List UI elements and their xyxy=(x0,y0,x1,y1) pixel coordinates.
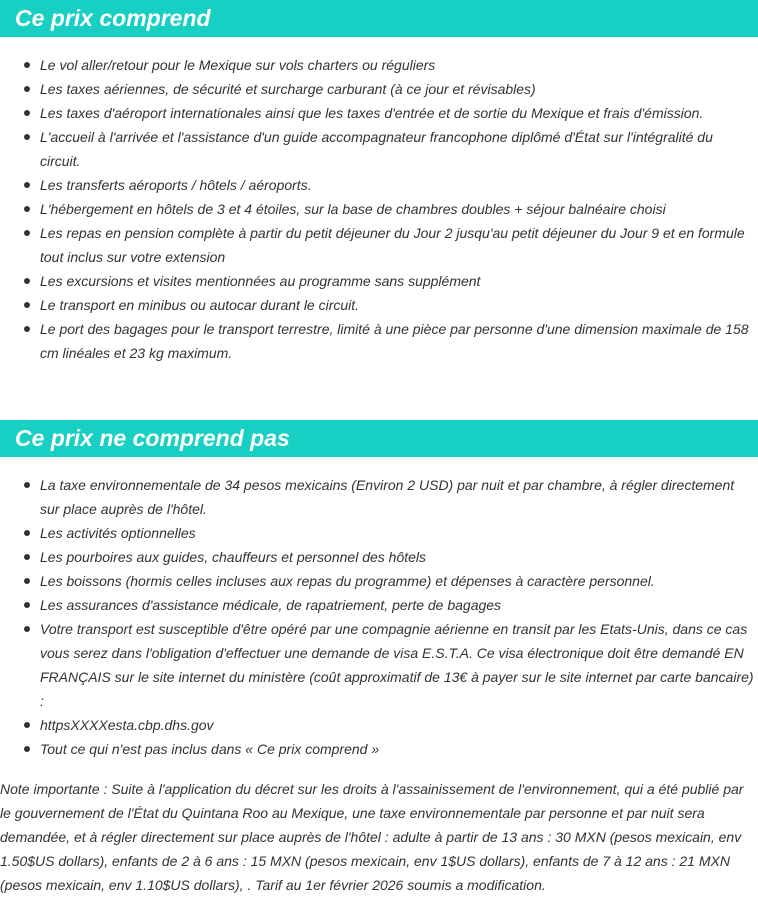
included-section xyxy=(0,0,758,365)
list-item xyxy=(0,125,758,173)
list-item-text: Votre transport est susceptible d'être opéré par une compagnie aérienne en transit par les Etats-Unis, dans ce cas vous serez dans l'obligation d'effectuer une demande de visa E.S.T.A. Ce visa électronique doit être demandé EN FRANÇAIS sur le site internet du ministère (coût approximatif de 13€ à payer sur le site internet par carte bancaire) : xyxy=(40,621,754,709)
bullet-icon xyxy=(24,722,30,728)
list-item xyxy=(0,545,758,569)
bullet-icon xyxy=(24,530,30,536)
list-item xyxy=(0,473,758,521)
bullet-icon xyxy=(24,626,30,632)
excluded-heading: Ce prix ne comprend pas xyxy=(0,420,758,457)
list-item-text: Les excursions et visites mentionnées au programme sans supplément xyxy=(40,273,481,289)
list-item-text: L'hébergement en hôtels de 3 et 4 étoiles, sur la base de chambres doubles + séjour balnéaire choisi xyxy=(40,201,666,217)
bullet-icon xyxy=(24,602,30,608)
list-item xyxy=(0,221,758,269)
bullet-icon xyxy=(24,578,30,584)
list-item xyxy=(0,101,758,125)
list-item-text: Le transport en minibus ou autocar durant le circuit. xyxy=(40,297,360,313)
bullet-icon xyxy=(24,326,30,332)
list-item xyxy=(0,77,758,101)
list-item-text: Les pourboires aux guides, chauffeurs et personnel des hôtels xyxy=(40,549,427,565)
list-item-text: Les taxes d'aéroport internationales ainsi que les taxes d'entrée et de sortie du Mexique et frais d'émission. xyxy=(40,105,704,121)
list-item xyxy=(0,593,758,617)
bullet-icon xyxy=(24,278,30,284)
list-item-text: Les assurances d'assistance médicale, de rapatriement, perte de bagages xyxy=(40,597,502,613)
list-item xyxy=(0,53,758,77)
list-item-text: Les activités optionnelles xyxy=(40,525,196,541)
excluded-section xyxy=(0,420,758,761)
list-item-text: Le vol aller/retour pour le Mexique sur vols charters ou réguliers xyxy=(40,57,436,73)
esta-link-item[interactable] xyxy=(0,713,758,737)
list-item xyxy=(0,197,758,221)
list-item-text: Les transferts aéroports / hôtels / aéroports. xyxy=(40,177,312,193)
bullet-icon xyxy=(24,482,30,488)
bullet-icon xyxy=(24,206,30,212)
list-item-text: La taxe environnementale de 34 pesos mexicains (Environ 2 USD) par nuit et par chambre, à régler directement sur place auprès de l'hôtel. xyxy=(40,477,735,517)
bullet-icon xyxy=(24,746,30,752)
list-item xyxy=(0,617,758,713)
list-item-text: Le port des bagages pour le transport terrestre, limité à une pièce par personne d'une dimension maximale de 158 cm linéales et 23 kg maximum. xyxy=(40,321,749,361)
included-heading: Ce prix comprend xyxy=(0,0,758,37)
list-item xyxy=(0,293,758,317)
list-item-text: Les boissons (hormis celles incluses aux repas du programme) et dépenses à caractère personnel. xyxy=(40,573,655,589)
list-item-text: L'accueil à l'arrivée et l'assistance d'un guide accompagnateur francophone diplômé d'État sur l'intégralité du circuit. xyxy=(40,129,713,169)
included-list xyxy=(0,53,758,365)
list-item xyxy=(0,521,758,545)
excluded-list xyxy=(0,473,758,761)
bullet-icon xyxy=(24,110,30,116)
bullet-icon xyxy=(24,134,30,140)
list-item-text: Les repas en pension complète à partir du petit déjeuner du Jour 2 jusqu'au petit déjeuner du Jour 9 et en formule tout inclus sur votre extension xyxy=(40,225,745,265)
bullet-icon xyxy=(24,86,30,92)
bullet-icon xyxy=(24,230,30,236)
important-note: Note importante : Suite à l'application du décret sur les droits à l'assainissement de l'environnement, qui a été publié par le gouvernement de l'État du Quintana Roo au Mexique, une taxe environnementale par personne et par nuit sera demandée, et à régler directement sur place auprès de l'hôtel : adulte à partir de 13 ans : 30 MXN (pesos mexicain, env 1.50$US dollars), enfants de 2 à 6 ans : 15 MXN (pesos mexicain, env 1$US dollars), enfants de 7 à 12 ans : 21 MXN (pesos mexicain, env 1.10$US dollars), . Tarif au 1er février 2026 soumis a modification. xyxy=(0,781,744,893)
list-item xyxy=(0,269,758,293)
list-item xyxy=(0,569,758,593)
list-item xyxy=(0,173,758,197)
list-item-text: Tout ce qui n'est pas inclus dans « Ce prix comprend » xyxy=(40,741,380,757)
bullet-icon xyxy=(24,554,30,560)
list-item xyxy=(0,317,758,365)
bullet-icon xyxy=(24,302,30,308)
esta-link[interactable]: httpsXXXXesta.cbp.dhs.gov xyxy=(40,717,214,733)
list-item xyxy=(0,737,758,761)
list-item-text: Les taxes aériennes, de sécurité et surcharge carburant (à ce jour et révisables) xyxy=(40,81,536,97)
bullet-icon xyxy=(24,62,30,68)
bullet-icon xyxy=(24,182,30,188)
